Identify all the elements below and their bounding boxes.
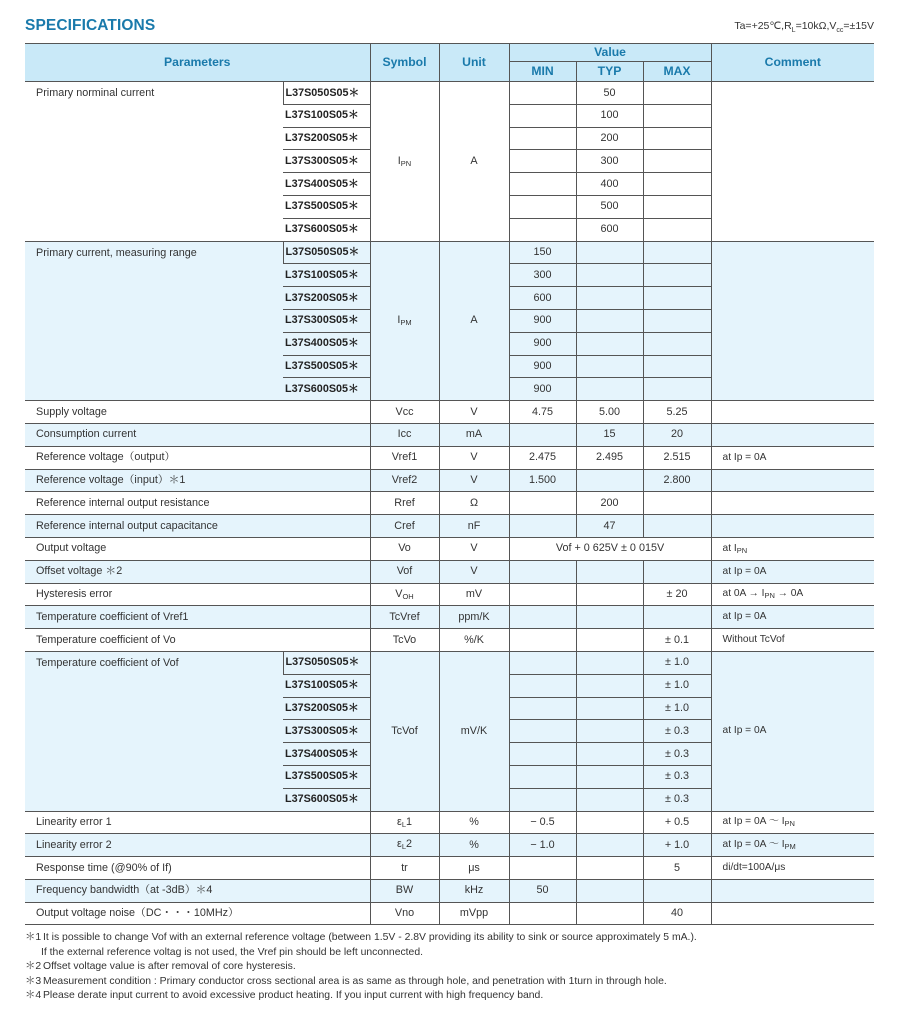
- max-value: [643, 606, 711, 629]
- unit-cell: nF: [439, 515, 509, 538]
- min-value: 300: [509, 264, 576, 287]
- symbol-cell: Vref2: [370, 469, 439, 492]
- table-row: [25, 423, 874, 446]
- typ-value: [576, 857, 643, 880]
- typ-value: [576, 332, 643, 355]
- symbol-subscript: OH: [402, 591, 414, 601]
- param-label: Linearity error 1: [25, 811, 370, 834]
- header-min: MIN: [509, 62, 576, 82]
- symbol-subscript: L: [401, 842, 406, 852]
- footnote: [25, 975, 697, 990]
- min-value: [509, 697, 576, 720]
- model-name: L37S400S05＊: [283, 173, 370, 196]
- model-name: L37S050S05＊: [283, 241, 370, 264]
- unit-cell: kHz: [439, 879, 509, 902]
- footnote-mark: ＊4: [25, 990, 42, 1001]
- symbol-cell: Vof: [370, 560, 439, 583]
- symbol-cell: Vo: [370, 537, 439, 560]
- max-value: [643, 241, 711, 264]
- comment-cell: at Ip = 0A: [711, 606, 874, 629]
- comment-cell: [711, 241, 874, 401]
- max-value: [643, 378, 711, 401]
- max-value: ± 1.0: [643, 651, 711, 674]
- model-name: L37S500S05＊: [283, 355, 370, 378]
- symbol-cell: Vcc: [370, 401, 439, 424]
- symbol-subscript: L: [401, 819, 406, 829]
- symbol-cell: [370, 82, 439, 242]
- typ-value: [576, 674, 643, 697]
- max-value: ± 20: [643, 583, 711, 606]
- param-label: Reference voltage（input）＊1: [25, 469, 370, 492]
- model-name: L37S100S05＊: [283, 104, 370, 127]
- min-value: [509, 218, 576, 241]
- param-label: Reference internal output capacitance: [25, 515, 370, 538]
- max-value: [643, 287, 711, 310]
- unit-cell: V: [439, 537, 509, 560]
- max-value: ± 0.3: [643, 743, 711, 766]
- symbol-subscript: PN: [400, 158, 412, 168]
- model-name: L37S100S05＊: [283, 674, 370, 697]
- model-name: L37S200S05＊: [283, 287, 370, 310]
- comment-subscript: PN: [736, 545, 748, 555]
- model-name: L37S300S05＊: [283, 720, 370, 743]
- max-value: [643, 173, 711, 196]
- min-value: [509, 423, 576, 446]
- symbol-cell: Rref: [370, 492, 439, 515]
- table-row: [25, 857, 874, 880]
- min-value: [509, 195, 576, 218]
- header-row: [25, 44, 874, 62]
- max-value: [643, 127, 711, 150]
- header-max: MAX: [643, 62, 711, 82]
- typ-value: [576, 651, 643, 674]
- max-value: 20: [643, 423, 711, 446]
- symbol-cell: TcVref: [370, 606, 439, 629]
- group-single-rows: [25, 811, 874, 925]
- unit-cell: mA: [439, 423, 509, 446]
- param-label: Response time (@90% of If): [25, 857, 370, 880]
- max-value: [643, 560, 711, 583]
- unit-cell: V: [439, 469, 509, 492]
- comment-cell: [711, 82, 874, 242]
- unit-cell: ppm/K: [439, 606, 509, 629]
- symbol-text: ε: [396, 838, 402, 851]
- typ-value: 50: [576, 82, 643, 105]
- min-value: [509, 902, 576, 925]
- max-value: [643, 150, 711, 173]
- param-label: Output voltage noise（DC・・・10MHz）: [25, 902, 370, 925]
- symbol-text: ε: [396, 815, 402, 828]
- typ-value: [576, 606, 643, 629]
- typ-value: [576, 811, 643, 834]
- footnote-text: Offset voltage value is after removal of core hysteresis.: [43, 961, 296, 972]
- typ-value: [576, 309, 643, 332]
- typ-value: [576, 765, 643, 788]
- cond-text: =±15V: [843, 20, 874, 32]
- table-row: [25, 629, 874, 652]
- typ-value: 5.00: [576, 401, 643, 424]
- comment-cell: [711, 811, 874, 834]
- model-name: L37S400S05＊: [283, 743, 370, 766]
- max-value: 2.515: [643, 446, 711, 469]
- min-value: [509, 150, 576, 173]
- typ-value: 47: [576, 515, 643, 538]
- typ-value: [576, 629, 643, 652]
- param-label: Temperature coefficient of Vref1: [25, 606, 370, 629]
- min-value: − 1.0: [509, 834, 576, 857]
- typ-value: [576, 834, 643, 857]
- min-value: [509, 788, 576, 811]
- cond-sub: cc: [836, 27, 844, 35]
- typ-value: [576, 469, 643, 492]
- comment-cell: [711, 469, 874, 492]
- param-label: Output voltage: [25, 537, 370, 560]
- min-value: 900: [509, 378, 576, 401]
- footnote-text: It is possible to change Vof with an external reference voltage (between 1.5V - 2.8V providing its ability to sink or source approximately 5 mA.).: [43, 932, 697, 943]
- min-value: [509, 674, 576, 697]
- symbol-cell: TcVo: [370, 629, 439, 652]
- cond-text: =10kΩ,V: [795, 20, 837, 32]
- typ-value: 2.495: [576, 446, 643, 469]
- symbol-cell: Icc: [370, 423, 439, 446]
- max-value: [643, 309, 711, 332]
- model-name: L37S600S05＊: [283, 218, 370, 241]
- min-value: 2.475: [509, 446, 576, 469]
- value-span: Vof + 0 625V ± 0 015V: [509, 537, 711, 560]
- table-row: [25, 401, 874, 424]
- footnote-mark: ＊3: [25, 975, 42, 987]
- max-value: + 0.5: [643, 811, 711, 834]
- param-label: Temperature coefficient of Vo: [25, 629, 370, 652]
- typ-value: 600: [576, 218, 643, 241]
- comment-text: at 0A → I: [722, 588, 765, 600]
- spec-table: [25, 43, 874, 925]
- max-value: 40: [643, 902, 711, 925]
- comment-text: at I: [722, 542, 737, 554]
- header-comment: Comment: [711, 44, 874, 82]
- footnote: [25, 960, 697, 975]
- comment-subscript: PM: [784, 841, 796, 851]
- min-value: [509, 82, 576, 105]
- comment-cell: [711, 515, 874, 538]
- unit-cell: V: [439, 560, 509, 583]
- symbol-cell: TcVof: [370, 651, 439, 811]
- unit-cell: Ω: [439, 492, 509, 515]
- footnote: [25, 946, 697, 961]
- min-value: [509, 651, 576, 674]
- typ-value: [576, 879, 643, 902]
- min-value: − 0.5: [509, 811, 576, 834]
- symbol-cell: [370, 241, 439, 401]
- model-name: L37S600S05＊: [283, 378, 370, 401]
- typ-value: [576, 902, 643, 925]
- typ-value: [576, 241, 643, 264]
- header-parameters: Parameters: [25, 44, 370, 82]
- max-value: [643, 879, 711, 902]
- comment-text: at Ip = 0A ～ I: [722, 838, 785, 850]
- model-name: L37S300S05＊: [283, 309, 370, 332]
- comment-cell: [711, 834, 874, 857]
- model-name: L37S050S05＊: [283, 82, 370, 105]
- comment-cell: Without TcVof: [711, 629, 874, 652]
- test-conditions: [734, 20, 874, 34]
- table-row: [25, 469, 874, 492]
- footnote: [25, 931, 697, 946]
- unit-cell: A: [439, 241, 509, 401]
- comment-cell: at Ip = 0A: [711, 560, 874, 583]
- comment-cell: di/dt=100A/μs: [711, 857, 874, 880]
- param-label: Temperature coefficient of Vof: [25, 651, 283, 811]
- max-value: 5.25: [643, 401, 711, 424]
- table-row: [25, 651, 874, 674]
- header-symbol: Symbol: [370, 44, 439, 82]
- max-value: [643, 104, 711, 127]
- min-value: 900: [509, 355, 576, 378]
- max-value: [643, 82, 711, 105]
- unit-cell: %: [439, 811, 509, 834]
- min-value: [509, 127, 576, 150]
- min-value: [509, 583, 576, 606]
- header-value: Value: [509, 44, 711, 62]
- table-row: [25, 446, 874, 469]
- max-value: ± 0.3: [643, 765, 711, 788]
- symbol-cell: [370, 834, 439, 857]
- max-value: [643, 195, 711, 218]
- typ-value: 200: [576, 127, 643, 150]
- footnote-text: Measurement condition : Primary conductor cross sectional area is as same as through hole, and penetration with 1turn in through hole.: [43, 975, 667, 987]
- min-value: [509, 560, 576, 583]
- param-label: Hysteresis error: [25, 583, 370, 606]
- model-name: L37S200S05＊: [283, 127, 370, 150]
- min-value: [509, 765, 576, 788]
- table-row: [25, 583, 874, 606]
- unit-cell: mV: [439, 583, 509, 606]
- typ-value: [576, 355, 643, 378]
- typ-value: 400: [576, 173, 643, 196]
- typ-value: 100: [576, 104, 643, 127]
- param-label: Frequency bandwidth（at -3dB）＊4: [25, 879, 370, 902]
- table-row: [25, 560, 874, 583]
- group-primary-measuring-range: [25, 241, 874, 401]
- model-name: L37S050S05＊: [283, 651, 370, 674]
- group-single-rows: [25, 401, 874, 652]
- table-row: [25, 811, 874, 834]
- group-primary-nominal-current: [25, 82, 874, 242]
- min-value: 900: [509, 332, 576, 355]
- max-value: ± 0.1: [643, 629, 711, 652]
- table-row: [25, 492, 874, 515]
- comment-cell: [711, 902, 874, 925]
- min-value: 50: [509, 879, 576, 902]
- footnotes: [25, 931, 697, 1004]
- min-value: [509, 720, 576, 743]
- max-value: ± 0.3: [643, 788, 711, 811]
- param-label: Primary current, measuring range: [25, 241, 283, 401]
- comment-cell: [711, 423, 874, 446]
- symbol-cell: Vno: [370, 902, 439, 925]
- typ-value: [576, 720, 643, 743]
- symbol-cell: BW: [370, 879, 439, 902]
- typ-value: [576, 583, 643, 606]
- comment-subscript: PN: [784, 819, 795, 829]
- typ-value: 300: [576, 150, 643, 173]
- symbol-cell: Cref: [370, 515, 439, 538]
- max-value: [643, 264, 711, 287]
- header-unit: Unit: [439, 44, 509, 82]
- table-row: [25, 879, 874, 902]
- comment-cell: [711, 492, 874, 515]
- min-value: [509, 743, 576, 766]
- typ-value: [576, 788, 643, 811]
- min-value: 900: [509, 309, 576, 332]
- unit-cell: %/K: [439, 629, 509, 652]
- max-value: [643, 355, 711, 378]
- table-row: [25, 834, 874, 857]
- model-name: L37S500S05＊: [283, 195, 370, 218]
- table-row: [25, 82, 874, 105]
- comment-cell: [711, 401, 874, 424]
- table-row: [25, 515, 874, 538]
- min-value: [509, 606, 576, 629]
- unit-cell: %: [439, 834, 509, 857]
- typ-value: [576, 378, 643, 401]
- comment-cell: at Ip = 0A: [711, 446, 874, 469]
- footnote-mark: ＊1: [25, 932, 42, 943]
- typ-value: [576, 560, 643, 583]
- symbol-subscript: PM: [400, 318, 412, 328]
- model-name: L37S600S05＊: [283, 788, 370, 811]
- param-label: Linearity error 2: [25, 834, 370, 857]
- table-row: [25, 537, 874, 560]
- max-value: [643, 515, 711, 538]
- max-value: [643, 218, 711, 241]
- min-value: 600: [509, 287, 576, 310]
- unit-cell: V: [439, 446, 509, 469]
- max-value: + 1.0: [643, 834, 711, 857]
- typ-value: 15: [576, 423, 643, 446]
- model-name: L37S400S05＊: [283, 332, 370, 355]
- max-value: [643, 332, 711, 355]
- symbol-cell: [370, 811, 439, 834]
- symbol-text: I: [397, 314, 401, 327]
- symbol-cell: Vref1: [370, 446, 439, 469]
- symbol-text: V: [395, 587, 403, 600]
- typ-value: 500: [576, 195, 643, 218]
- max-value: [643, 492, 711, 515]
- typ-value: [576, 287, 643, 310]
- model-name: L37S100S05＊: [283, 264, 370, 287]
- param-label: Reference internal output resistance: [25, 492, 370, 515]
- max-value: 2.800: [643, 469, 711, 492]
- min-value: [509, 104, 576, 127]
- comment-text: → 0A: [774, 588, 804, 600]
- group-tc-vof: [25, 651, 874, 811]
- typ-value: 200: [576, 492, 643, 515]
- model-name: L37S500S05＊: [283, 765, 370, 788]
- unit-cell: V: [439, 401, 509, 424]
- typ-value: [576, 264, 643, 287]
- min-value: [509, 173, 576, 196]
- cond-text: Ta=+25℃,R: [734, 20, 792, 32]
- symbol-cell: tr: [370, 857, 439, 880]
- param-label: Offset voltage ＊2: [25, 560, 370, 583]
- symbol-text: I: [397, 154, 401, 167]
- typ-value: [576, 743, 643, 766]
- comment-subscript: PN: [764, 591, 775, 601]
- min-value: [509, 492, 576, 515]
- param-label: Consumption current: [25, 423, 370, 446]
- min-value: [509, 515, 576, 538]
- param-label: Supply voltage: [25, 401, 370, 424]
- comment-cell: [711, 537, 874, 560]
- symbol-text: 1: [405, 815, 412, 828]
- comment-text: at Ip = 0A ～ I: [722, 816, 785, 828]
- unit-cell: A: [439, 82, 509, 242]
- cond-sub: L: [791, 27, 796, 35]
- min-value: 150: [509, 241, 576, 264]
- min-value: 4.75: [509, 401, 576, 424]
- table-row: [25, 606, 874, 629]
- unit-cell: μs: [439, 857, 509, 880]
- max-value: ± 1.0: [643, 674, 711, 697]
- max-value: ± 0.3: [643, 720, 711, 743]
- min-value: [509, 857, 576, 880]
- footnote-mark: ＊2: [25, 961, 42, 972]
- model-name: L37S300S05＊: [283, 150, 370, 173]
- unit-cell: mVpp: [439, 902, 509, 925]
- min-value: 1.500: [509, 469, 576, 492]
- symbol-cell: [370, 583, 439, 606]
- footnote-text: Please derate input current to avoid excessive product heating. If you input current with high frequency band.: [43, 990, 544, 1001]
- param-label: Primary norminal current: [25, 82, 283, 242]
- param-label: Reference voltage（output）: [25, 446, 370, 469]
- unit-cell: mV/K: [439, 651, 509, 811]
- typ-value: [576, 697, 643, 720]
- comment-cell: [711, 879, 874, 902]
- symbol-text: 2: [405, 838, 412, 851]
- header-typ: TYP: [576, 62, 643, 82]
- comment-cell: at Ip = 0A: [711, 651, 874, 811]
- footnote-text: If the external reference voltag is not used, the Vref pin should be left unconnected.: [41, 946, 424, 958]
- max-value: 5: [643, 857, 711, 880]
- model-name: L37S200S05＊: [283, 697, 370, 720]
- min-value: [509, 629, 576, 652]
- table-row: [25, 241, 874, 264]
- page-title: SPECIFICATIONS: [25, 17, 156, 34]
- footnote: [25, 989, 697, 1004]
- max-value: ± 1.0: [643, 697, 711, 720]
- table-row: [25, 902, 874, 925]
- comment-cell: [711, 583, 874, 606]
